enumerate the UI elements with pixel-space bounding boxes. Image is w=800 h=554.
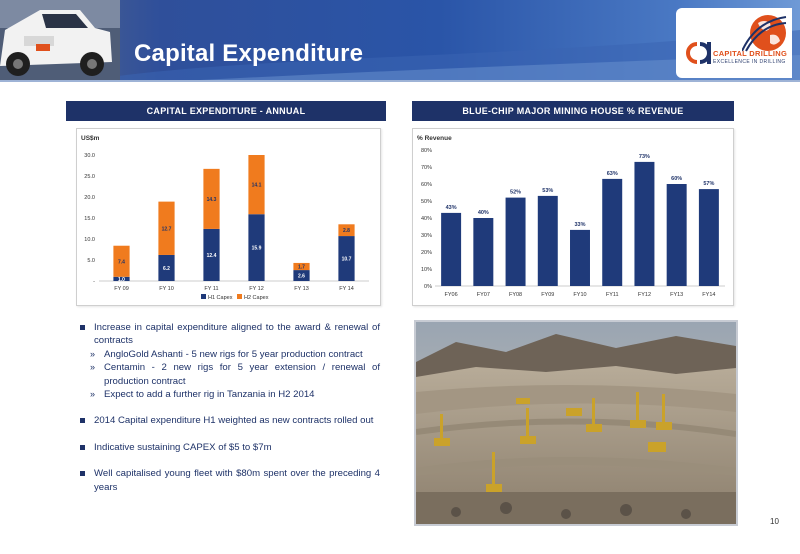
page-title: Capital Expenditure [134, 40, 364, 67]
bullet-text: Increase in capital expenditure aligned to the award & renewal of contracts [94, 322, 380, 347]
truck-image [0, 0, 120, 80]
bar-data-label: 1.0 [118, 276, 125, 283]
x-tick-label: FY 13 [294, 286, 309, 292]
revenue-bar [570, 230, 590, 286]
bullet-text: Indicative sustaining CAPEX of $5 to $7m [94, 441, 272, 453]
x-tick-label: FY09 [541, 292, 555, 298]
sub-bullet-text: Expect to add a further rig in Tanzania in H2 2014 [104, 389, 315, 401]
sub-bullet-item [88, 348, 380, 361]
bar-data-label: 14.3 [206, 196, 217, 203]
x-tick-label: FY07 [476, 292, 490, 298]
x-tick-label: FY14 [702, 292, 716, 298]
legend-label: H1 Capex [208, 295, 233, 301]
legend-label: H2 Capex [244, 295, 269, 301]
bullet-list [78, 321, 380, 494]
y-tick-label: - [93, 279, 95, 285]
revenue-bar [473, 218, 493, 286]
bar-data-label: 53% [542, 187, 554, 194]
y-tick-label: 80% [420, 148, 432, 154]
legend-swatch [237, 294, 242, 299]
bullet-text: 2014 Capital expenditure H1 weighted as new contracts rolled out [94, 415, 374, 427]
x-tick-label: FY 14 [339, 286, 354, 292]
capex-chart [76, 128, 381, 306]
bar-data-label: 73% [638, 153, 650, 160]
page-number: 10 [770, 517, 779, 526]
bar-data-label: 7.4 [118, 259, 125, 266]
bar-data-label: 15.9 [251, 245, 262, 252]
x-tick-label: FY11 [605, 292, 619, 298]
y-tick-label: 0% [424, 284, 432, 290]
bar-data-label: 40% [477, 210, 489, 216]
revenue-bar [506, 198, 526, 286]
logo-name: CAPITAL DRILLING [713, 49, 788, 58]
bullet-item [78, 441, 380, 454]
y-tick-label: 10% [420, 267, 432, 273]
y-tick-label: 20% [420, 250, 432, 256]
legend-swatch [201, 294, 206, 299]
bar-data-label: 2.8 [343, 228, 350, 235]
x-tick-label: FY06 [444, 292, 458, 298]
y-tick-label: 70% [420, 165, 432, 171]
bullet-item [78, 467, 380, 494]
bullet-item [78, 321, 380, 348]
x-tick-label: FY 12 [249, 286, 264, 292]
x-tick-label: FY 09 [114, 286, 129, 292]
bullet-text: Well capitalised young fleet with $80m spent over the preceding 4 years [94, 468, 380, 493]
y-tick-label: 60% [420, 182, 432, 188]
capex-chart-svg [77, 129, 380, 305]
bar-data-label: 52% [510, 189, 522, 196]
revenue-bar [538, 196, 558, 286]
bar-data-label: 12.7 [161, 226, 172, 233]
mining-site-illustration [416, 322, 736, 524]
y-axis-unit: % Revenue [417, 135, 452, 142]
sub-bullet-text: AngloGold Ashanti - 5 new rigs for 5 year production contract [104, 348, 363, 360]
globe-icon [742, 13, 788, 53]
y-tick-label: 15.0 [84, 216, 95, 222]
x-tick-label: FY12 [637, 292, 652, 298]
revenue-chart-svg [413, 129, 733, 305]
y-tick-label: 40% [420, 216, 432, 222]
revenue-chart [412, 128, 734, 306]
x-tick-label: FY 11 [204, 286, 219, 292]
y-tick-label: 20.0 [84, 195, 95, 201]
bar-data-label: 57% [703, 181, 715, 188]
revenue-bar [441, 213, 461, 286]
x-tick-label: FY10 [573, 292, 587, 298]
y-tick-label: 5.0 [87, 258, 95, 264]
bar-data-label: 10.7 [341, 256, 352, 263]
revenue-bar [667, 184, 687, 286]
mining-site-photo [414, 320, 738, 526]
bar-data-label: 6.2 [163, 265, 170, 272]
y-tick-label: 30% [420, 233, 432, 239]
bar-data-label: 2.6 [298, 273, 305, 280]
bar-data-label: 14.1 [251, 182, 262, 189]
bar-data-label: 63% [606, 170, 618, 177]
revenue-bar [602, 179, 622, 286]
y-axis-unit: US$m [81, 135, 100, 142]
sub-bullet-item [88, 388, 380, 401]
revenue-bar [634, 162, 654, 286]
sub-bullet-text: Centamin - 2 new rigs for 5 year extension / renewal of production contract [104, 362, 380, 387]
bar-data-label: 12.4 [206, 252, 217, 259]
x-tick-label: FY 10 [159, 286, 174, 292]
capital-drilling-logo-icon [684, 40, 712, 68]
y-tick-label: 30.0 [84, 153, 95, 159]
revenue-section-heading: BLUE-CHIP MAJOR MINING HOUSE % REVENUE [412, 101, 734, 121]
bar-data-label: 1.7 [298, 264, 305, 271]
bar-data-label: 43% [445, 204, 457, 211]
y-tick-label: 10.0 [84, 237, 95, 243]
x-tick-label: FY08 [508, 292, 523, 298]
bar-data-label: 33% [574, 221, 586, 228]
bullet-item [78, 414, 380, 427]
x-tick-label: FY13 [670, 292, 684, 298]
y-tick-label: 50% [420, 199, 432, 205]
y-tick-label: 25.0 [84, 174, 95, 180]
logo-tagline: EXCELLENCE IN DRILLING [713, 59, 786, 65]
header-divider [0, 80, 800, 82]
revenue-bar [699, 189, 719, 286]
bar-data-label: 60% [671, 176, 683, 182]
capex-section-heading: CAPITAL EXPENDITURE - ANNUAL [66, 101, 386, 121]
sub-bullet-item [88, 361, 380, 388]
